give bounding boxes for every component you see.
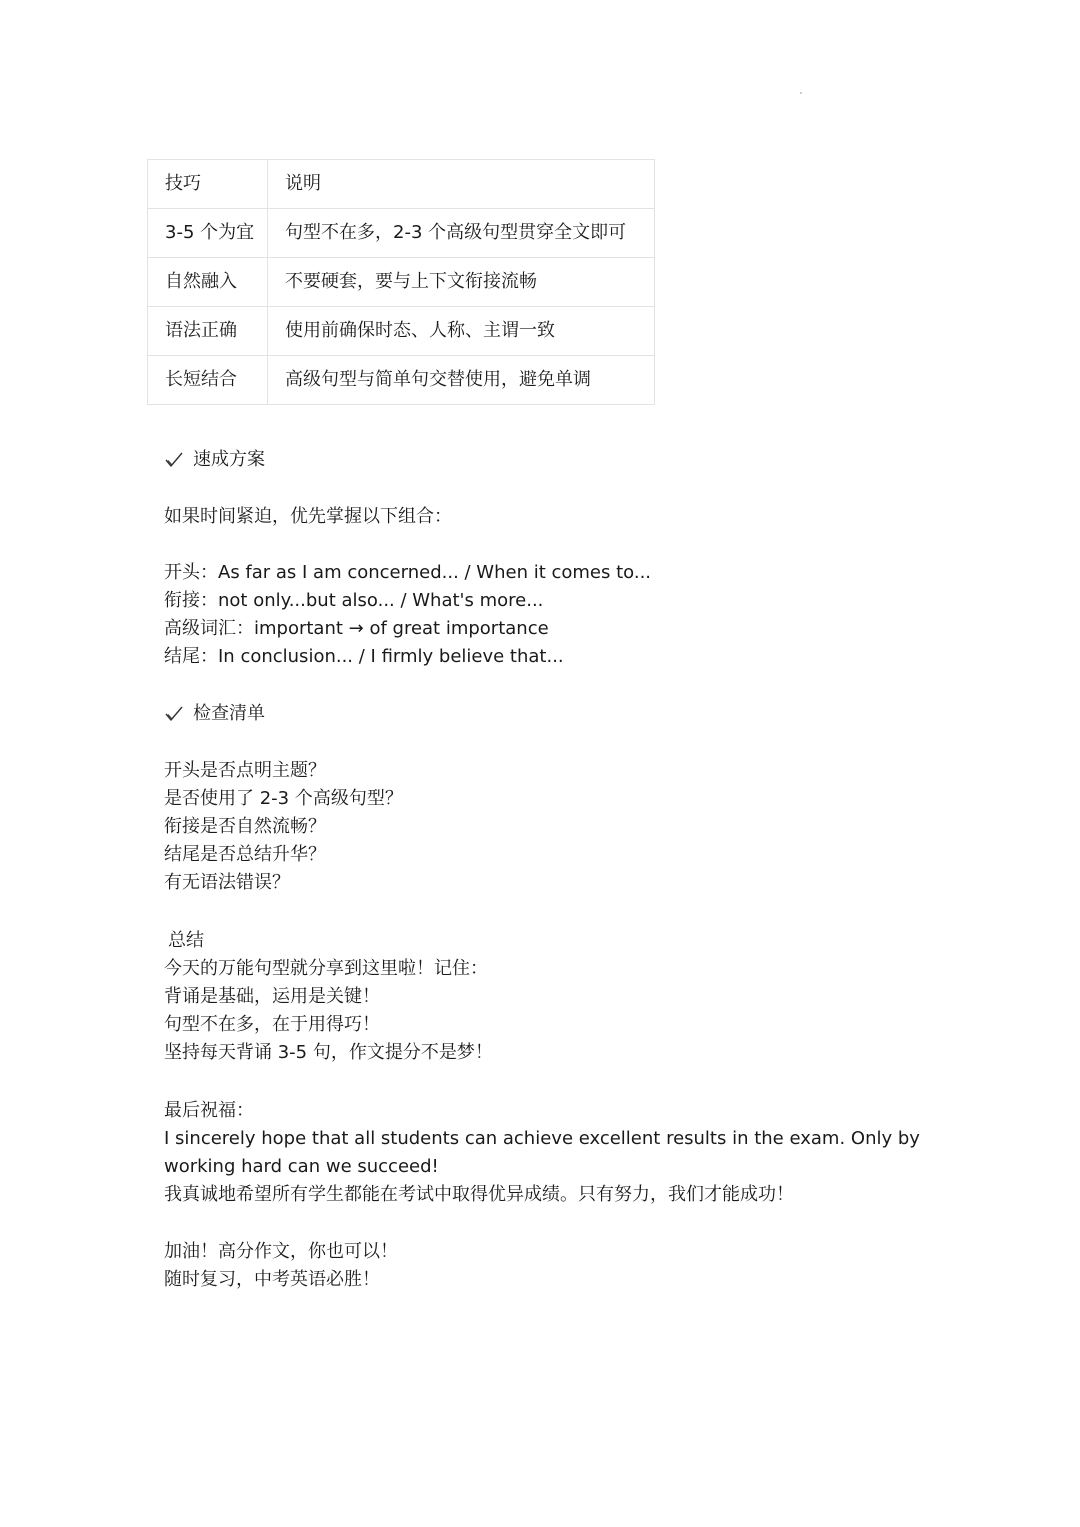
blessing-english: I sincerely hope that all students can achieve excellent results in the exam. Only by working hard can we succeed! <box>164 1128 920 1177</box>
check-icon <box>164 450 184 470</box>
table-cell-description: 使用前确保时态、人称、主谓一致 <box>268 307 655 356</box>
summary-heading: 总结 <box>168 930 204 951</box>
list-item: 衔接是否自然流畅？ <box>164 816 326 837</box>
table-cell-tip: 语法正确 <box>148 307 268 356</box>
table-cell-description: 高级句型与简单句交替使用，避免单调 <box>268 356 655 405</box>
check-icon <box>164 704 184 724</box>
table-cell-tip: 自然融入 <box>148 258 268 307</box>
list-item: 是否使用了 2-3 个高级句型？ <box>164 788 403 809</box>
summary-line: 背诵是基础，运用是关键！ <box>164 986 380 1007</box>
list-item: 开头是否点明主题？ <box>164 760 326 781</box>
closing-line: 加油！高分作文，你也可以！ <box>164 1241 398 1262</box>
list-item: 开头：As far as I am concerned... / When it comes to... <box>164 562 652 583</box>
summary-line: 坚持每天背诵 3-5 句，作文提分不是梦！ <box>164 1042 493 1063</box>
table-row <box>148 307 655 356</box>
table-header-cell: 技巧 <box>148 160 268 209</box>
quick-plan-heading-text: 速成方案 <box>193 449 265 470</box>
summary-block <box>164 927 944 1067</box>
page-mark <box>800 92 802 94</box>
list-item: 有无语法错误？ <box>164 872 290 893</box>
table-cell-tip: 3-5 个为宜 <box>148 209 268 258</box>
quick-plan-intro-block <box>164 503 944 531</box>
quick-plan-intro: 如果时间紧迫，优先掌握以下组合： <box>164 506 452 527</box>
closing-line: 随时复习，中考英语必胜！ <box>164 1269 380 1290</box>
list-item: 结尾：In conclusion... / I firmly believe that... <box>164 646 564 667</box>
blessing-block <box>164 1097 944 1209</box>
table-header-cell: 说明 <box>268 160 655 209</box>
list-item: 衔接：not only...but also... / What's more... <box>164 590 544 611</box>
table-cell-description: 不要硬套，要与上下文衔接流畅 <box>268 258 655 307</box>
list-item: 结尾是否总结升华？ <box>164 844 326 865</box>
quick-plan-heading <box>164 446 265 474</box>
table-row <box>148 356 655 405</box>
closing-block <box>164 1238 944 1294</box>
list-item: 高级词汇：important → of great importance <box>164 618 549 639</box>
table-header-row <box>148 160 655 209</box>
table-cell-tip: 长短结合 <box>148 356 268 405</box>
quick-plan-list <box>164 559 944 671</box>
summary-line: 今天的万能句型就分享到这里啦！记住： <box>164 958 488 979</box>
table-cell-description: 句型不在多，2-3 个高级句型贯穿全文即可 <box>268 209 655 258</box>
checklist-heading <box>164 700 265 728</box>
checklist-list <box>164 757 944 897</box>
table-row <box>148 258 655 307</box>
summary-line: 句型不在多，在于用得巧！ <box>164 1014 380 1035</box>
checklist-heading-text: 检查清单 <box>193 703 265 724</box>
blessing-heading: 最后祝福： <box>164 1100 254 1121</box>
tips-table <box>147 159 655 405</box>
blessing-chinese: 我真诚地希望所有学生都能在考试中取得优异成绩。只有努力，我们才能成功！ <box>164 1184 794 1205</box>
table-row <box>148 209 655 258</box>
